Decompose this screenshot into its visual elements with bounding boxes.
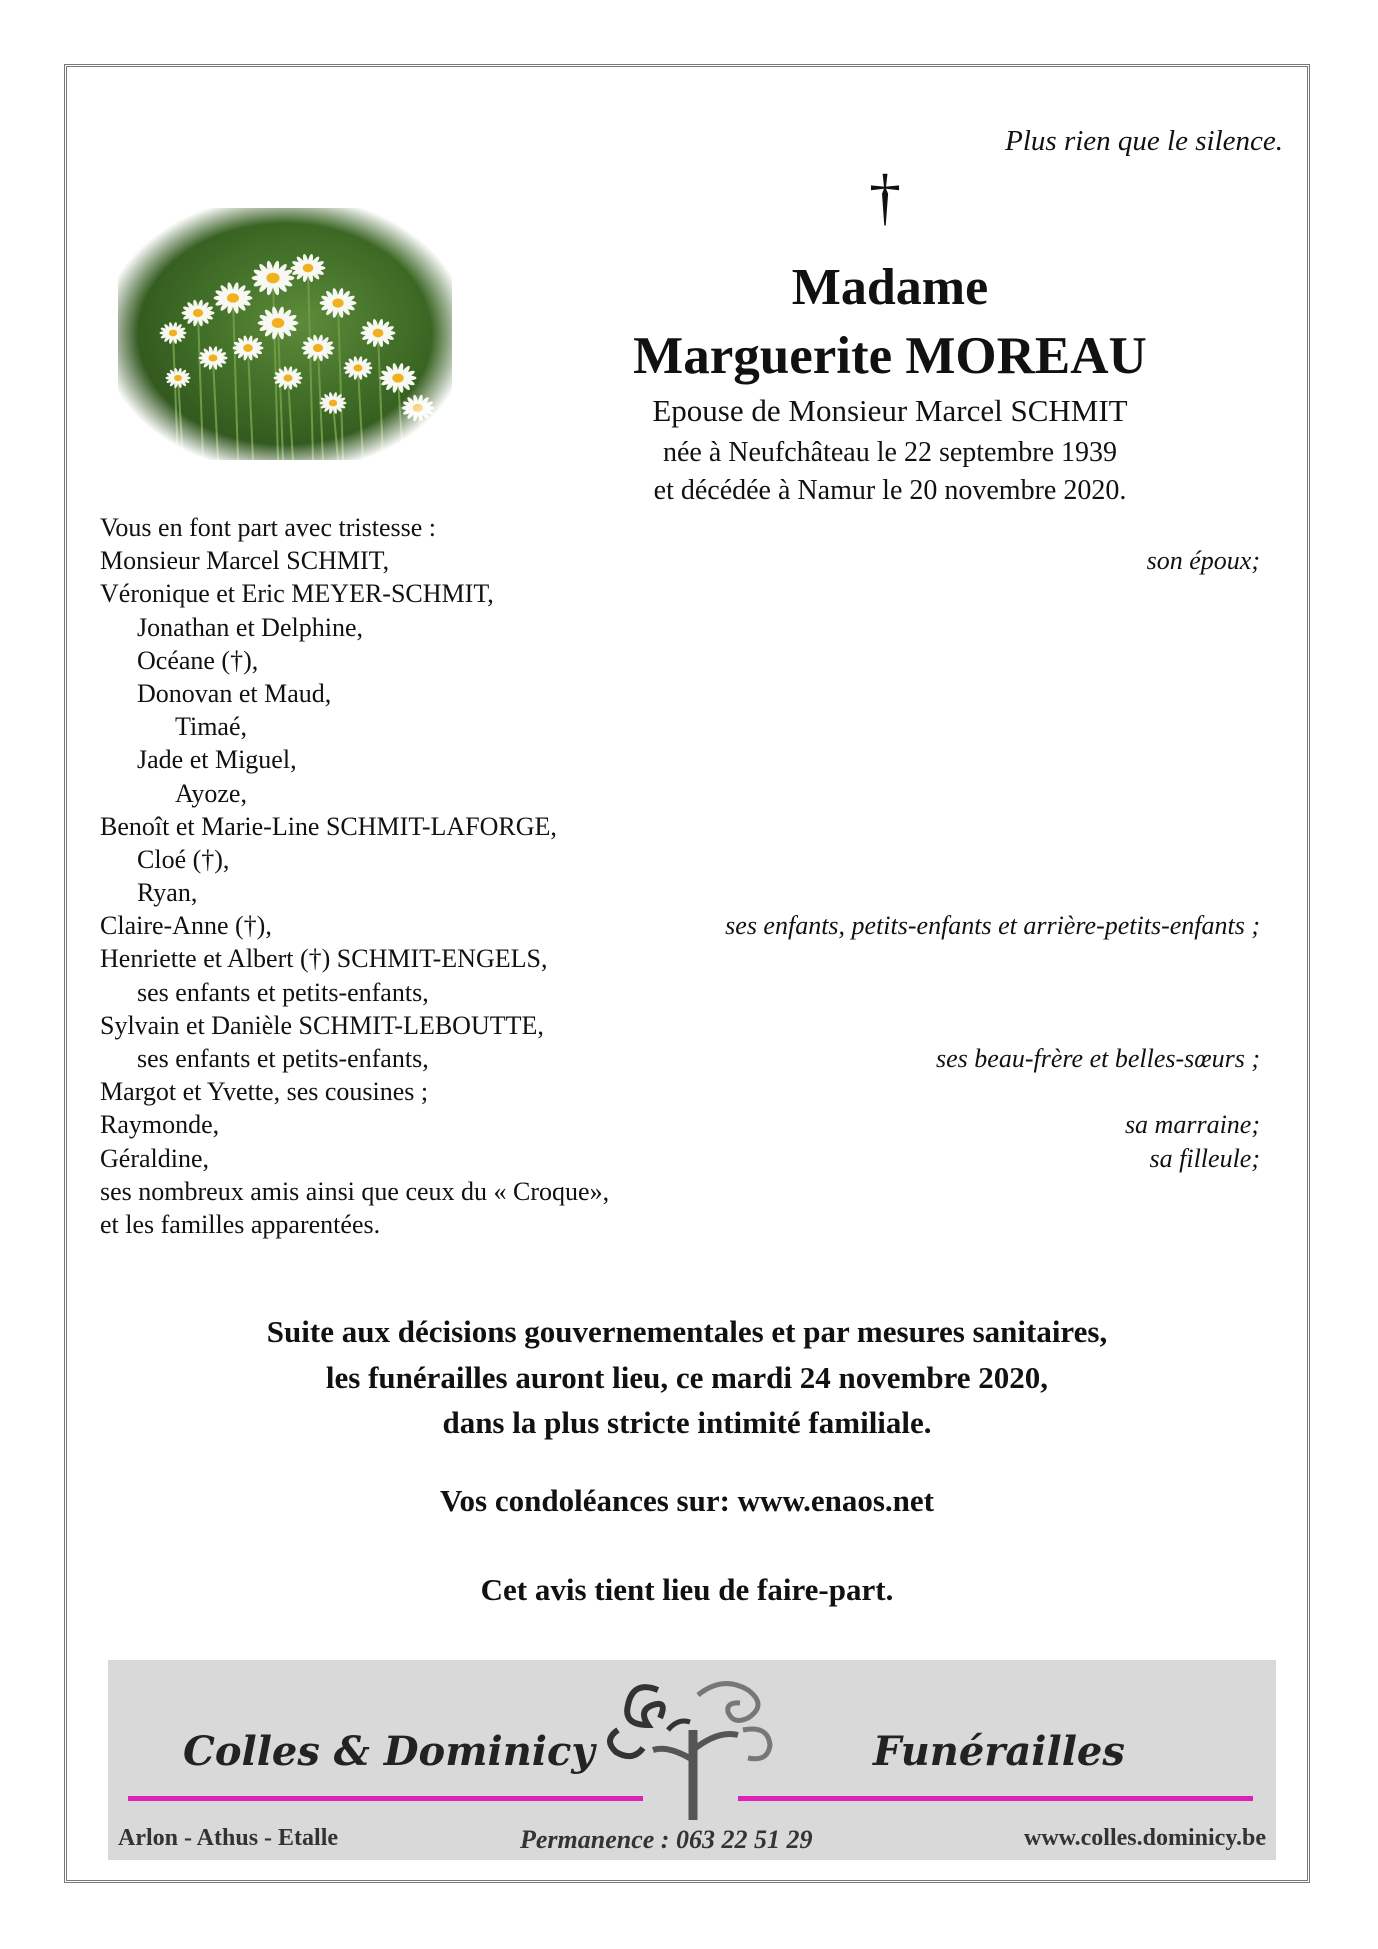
cross-icon: †: [869, 161, 901, 232]
relative-name: Timaé,: [175, 712, 247, 742]
relative-name: Véronique et Eric MEYER-SCHMIT,: [100, 579, 494, 609]
deceased-title: Madame: [791, 259, 989, 316]
epigraph: Plus rien que le silence.: [1005, 125, 1283, 157]
relative-row: [100, 710, 1260, 743]
relative-name: ses enfants et petits-enfants,: [137, 977, 429, 1007]
website-link[interactable]: www.colles.dominicy.be: [1023, 1825, 1266, 1851]
brand-tagline: Funérailles: [873, 1728, 1125, 1775]
brand-name: Colles & Dominicy: [183, 1728, 595, 1775]
funeral-home-footer: [108, 1660, 1276, 1860]
locations: Arlon - Athus - Etalle: [118, 1825, 339, 1851]
relatives-list: [100, 511, 1260, 1241]
relative-row: [100, 777, 1260, 810]
relative-name: Jade et Miguel,: [137, 745, 297, 775]
relative-row: [100, 976, 1260, 1009]
relative-row: [100, 1075, 1260, 1108]
relative-name: Jonathan et Delphine,: [137, 612, 363, 642]
relative-name: Sylvain et Danièle SCHMIT-LEBOUTTE,: [100, 1010, 544, 1040]
relative-row: [100, 1142, 1260, 1175]
relative-row: [100, 544, 1260, 577]
relative-row: [100, 644, 1260, 677]
relative-row: [100, 1108, 1260, 1141]
notice-line-2: les funérailles auront lieu, ce mardi 24 novembre 2020,: [325, 1360, 1049, 1395]
relative-role: son époux;: [1146, 546, 1260, 576]
notice-line-3: dans la plus stricte intimité familiale.: [442, 1405, 932, 1440]
death-line: et décédée à Namur le 20 novembre 2020.: [653, 475, 1127, 506]
birth-line: née à Neufchâteau le 22 septembre 1939: [662, 437, 1117, 468]
notice-line-1: Suite aux décisions gouvernementales et par mesures sanitaires,: [266, 1314, 1108, 1349]
relative-row: [100, 1208, 1260, 1241]
relative-role: sa marraine;: [1124, 1110, 1260, 1140]
relative-name: Claire-Anne (†),: [100, 911, 272, 941]
relative-role: ses enfants, petits-enfants et arrière-petits-enfants ;: [725, 911, 1260, 941]
relative-row: [100, 1009, 1260, 1042]
relative-row: [100, 810, 1260, 843]
relative-name: Géraldine,: [100, 1143, 210, 1173]
relative-name: Cloé (†),: [137, 844, 230, 874]
relative-name: Vous en font part avec tristesse :: [100, 513, 436, 542]
permanence-phone: Permanence : 063 22 51 29: [520, 1825, 813, 1854]
tree-logo-icon: [598, 1670, 788, 1820]
relative-row: [100, 1175, 1260, 1208]
relative-row: [100, 942, 1260, 975]
spouse-line: Epouse de Monsieur Marcel SCHMIT: [652, 393, 1128, 428]
relative-name: Henriette et Albert (†) SCHMIT-ENGELS,: [100, 944, 548, 974]
relative-name: Donovan et Maud,: [137, 678, 332, 708]
faire-part-line: Cet avis tient lieu de faire-part.: [480, 1572, 894, 1607]
accent-line-left: [128, 1796, 643, 1801]
relative-name: ses enfants et petits-enfants,: [137, 1044, 429, 1073]
relative-name: Benoît et Marie-Line SCHMIT-LAFORGE,: [100, 811, 557, 841]
accent-line-right: [738, 1796, 1253, 1801]
relative-row: [100, 1042, 1260, 1075]
relative-row: [100, 611, 1260, 644]
relative-name: ses nombreux amis ainsi que ceux du « Croque»,: [100, 1176, 610, 1206]
relative-name: Monsieur Marcel SCHMIT,: [100, 546, 390, 576]
daisy-flowers-photo: [118, 208, 452, 460]
relative-name: Raymonde,: [100, 1110, 220, 1140]
relative-name: Ryan,: [137, 878, 198, 908]
relative-name: Margot et Yvette, ses cousines ;: [100, 1077, 429, 1107]
relative-row: [100, 743, 1260, 776]
relative-role: sa filleule;: [1149, 1143, 1260, 1173]
relative-row: [100, 876, 1260, 909]
relative-row: [100, 577, 1260, 610]
condolences-line: Vos condoléances sur: www.enaos.net: [439, 1483, 935, 1518]
relative-row: [100, 677, 1260, 710]
relative-name: Ayoze,: [175, 778, 247, 808]
relative-row: [100, 511, 1260, 544]
relative-name: Océane (†),: [137, 645, 259, 675]
relative-row: [100, 843, 1260, 876]
relative-name: et les familles apparentées.: [100, 1209, 381, 1239]
relative-row: [100, 909, 1260, 942]
deceased-name: Marguerite MOREAU: [633, 327, 1147, 385]
relative-role: ses beau-frère et belles-sœurs ;: [936, 1044, 1260, 1073]
